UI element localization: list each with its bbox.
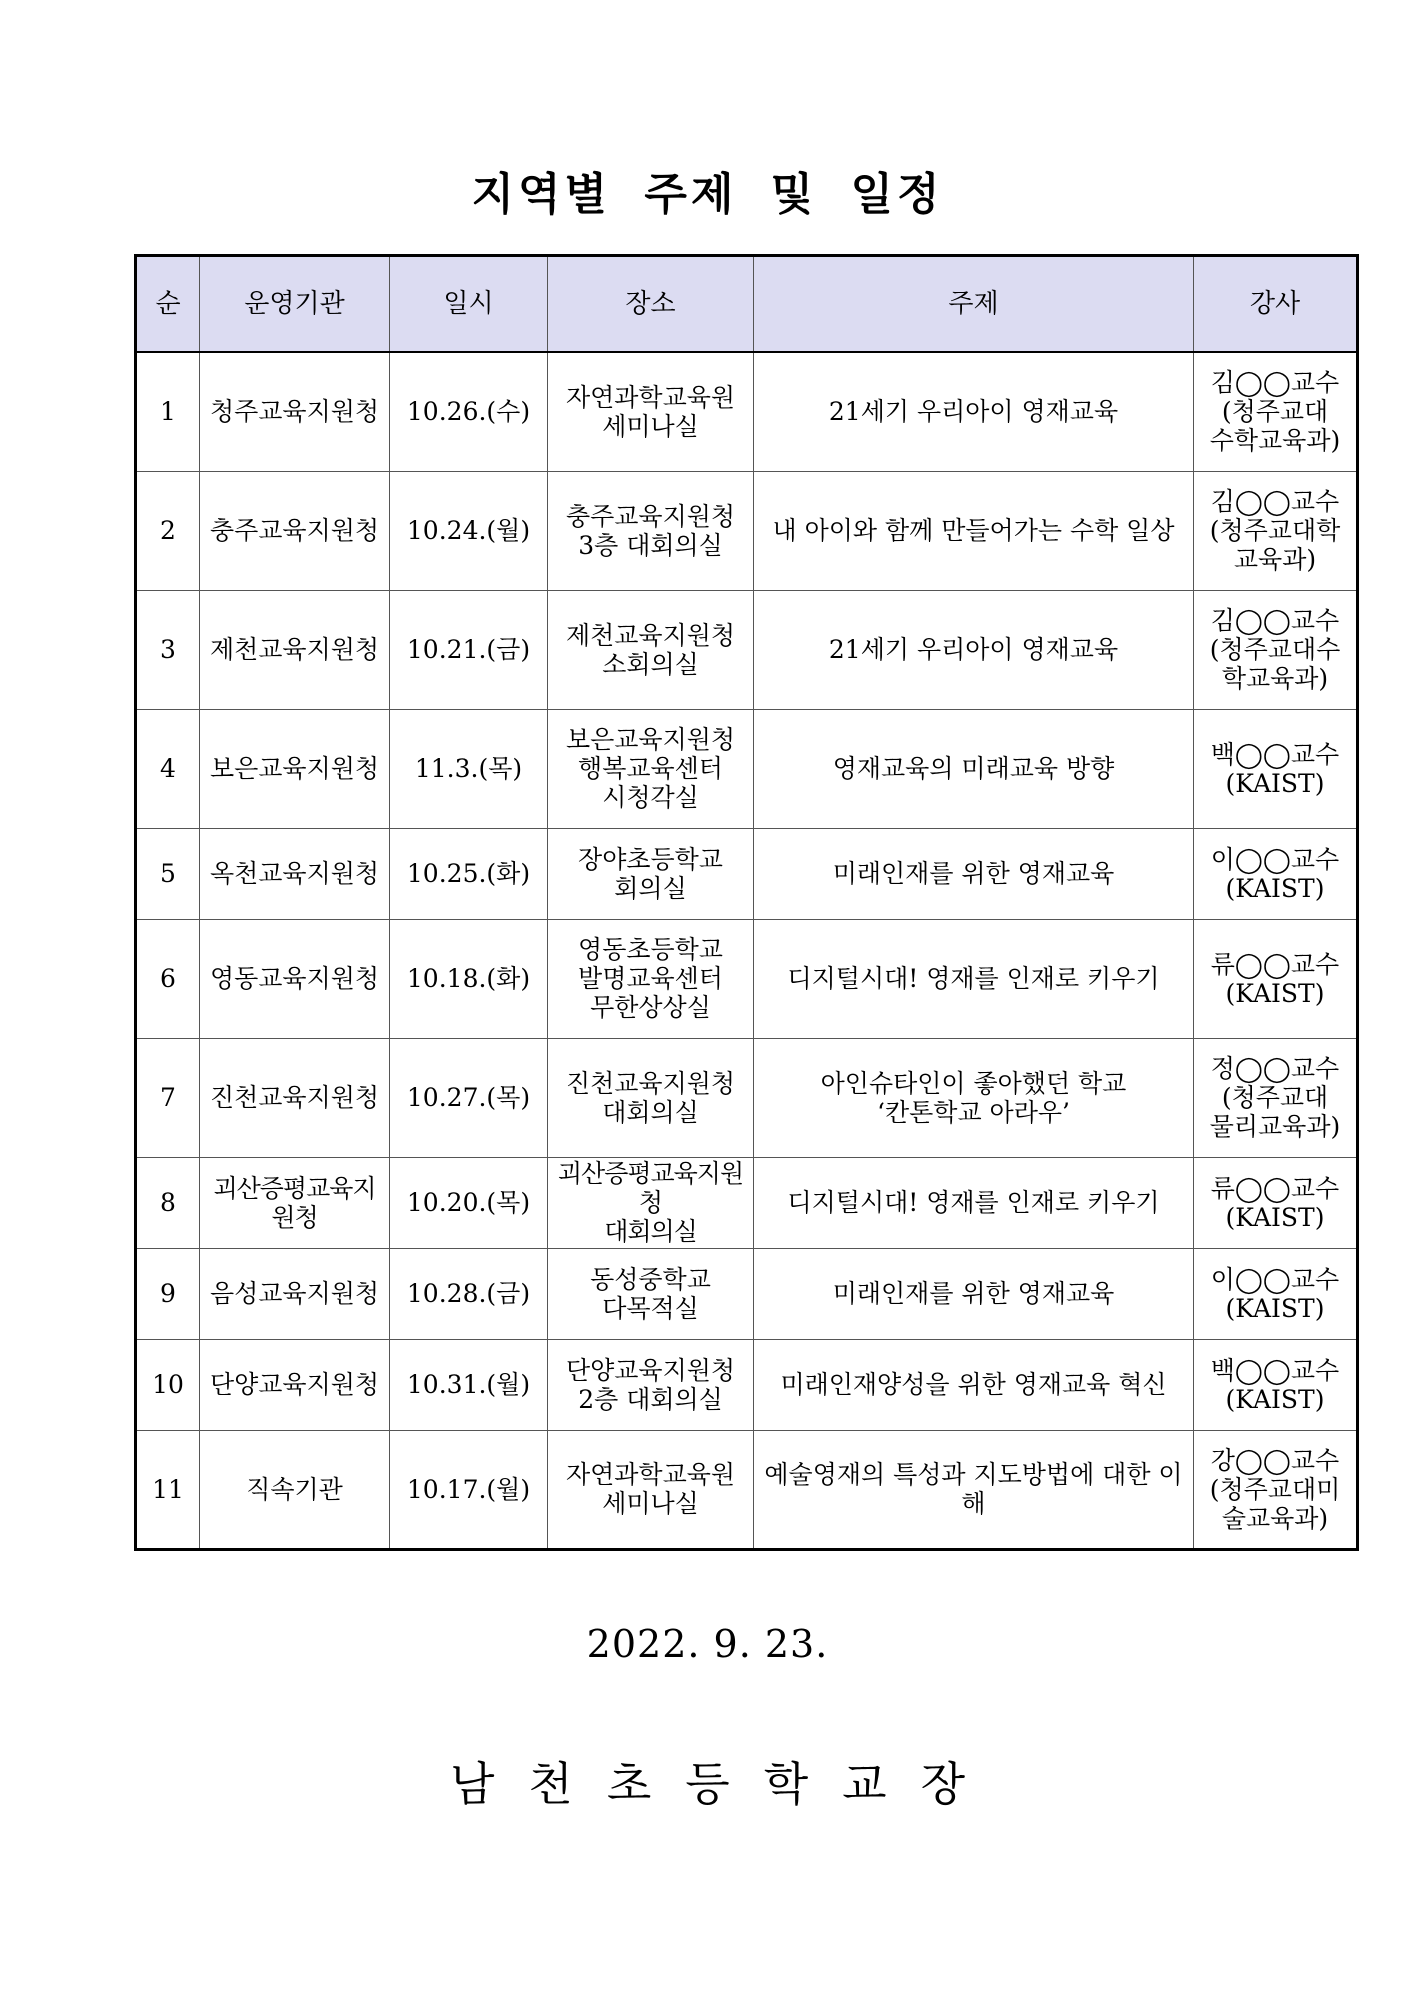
table-row [136, 1339, 1358, 1430]
cell-place-line: 진천교육지원청 [565, 1068, 736, 1098]
cell-topic-line: 디지털시대! 영재를 인재로 키우기 [787, 964, 1160, 993]
cell-place-line: 무한상상실 [590, 993, 711, 1022]
table-row [136, 919, 1358, 1038]
table-row [136, 709, 1358, 828]
table-row [136, 1157, 1358, 1248]
cell-topic-line: 미래인재양성을 위한 영재교육 혁신 [780, 1370, 1167, 1399]
cell-place-line: 회의실 [614, 873, 687, 903]
page-title: 지역별 주제 및 일정 [471, 169, 944, 220]
cell-place-line: 영동초등학교 [578, 935, 723, 964]
cell-lecturer [1194, 919, 1358, 1038]
cell-topic-line: 디지털시대! 영재를 인재로 키우기 [787, 1188, 1160, 1217]
cell-place [548, 1248, 754, 1339]
cell-place [548, 1157, 754, 1248]
header-lecturer: 강사 [1194, 256, 1358, 353]
header-no: 순 [136, 256, 200, 353]
cell-no: 1 [136, 352, 200, 471]
table-body [136, 352, 1358, 1549]
cell-date: 10.20.(목) [390, 1157, 548, 1248]
cell-lecturer [1194, 471, 1358, 590]
table-row [136, 590, 1358, 709]
cell-no: 10 [136, 1339, 200, 1430]
cell-no: 9 [136, 1248, 200, 1339]
cell-lecturer [1194, 590, 1358, 709]
cell-org: 청주교육지원청 [200, 352, 390, 471]
cell-topic-line: 미래인재를 위한 영재교육 [832, 1279, 1115, 1308]
cell-lecturer [1194, 1339, 1358, 1430]
cell-place-line: 행복교육센터 [578, 754, 723, 783]
cell-lecturer-line: 학교육과) [1221, 664, 1329, 693]
cell-topic [754, 709, 1194, 828]
cell-no: 11 [136, 1430, 200, 1549]
cell-lecturer-line: (KAIST) [1225, 1384, 1325, 1414]
cell-org: 직속기관 [200, 1430, 390, 1549]
cell-lecturer-line: 물리교육과) [1209, 1112, 1341, 1141]
cell-place-line: 발명교육센터 [578, 964, 723, 993]
cell-lecturer-line: 백◯◯교수 [1210, 739, 1340, 769]
cell-topic-line: 내 아이와 함께 만들어가는 수학 일상 [772, 516, 1175, 545]
cell-topic-line: 예술영재의 특성과 지도방법에 대한 이해 [764, 1460, 1183, 1518]
cell-no: 3 [136, 590, 200, 709]
header-topic: 주제 [754, 256, 1194, 353]
cell-place [548, 471, 754, 590]
table-row [136, 1038, 1358, 1157]
cell-org: 보은교육지원청 [200, 709, 390, 828]
table-row [136, 828, 1358, 919]
header-place: 장소 [548, 256, 754, 353]
cell-date: 10.26.(수) [390, 352, 548, 471]
cell-topic-line: 21세기 우리아이 영재교육 [828, 635, 1119, 664]
cell-place [548, 590, 754, 709]
table-row [136, 1430, 1358, 1549]
cell-topic-line: 미래인재를 위한 영재교육 [832, 859, 1115, 888]
cell-lecturer-line: (청주교대학 [1209, 516, 1341, 545]
cell-lecturer-line: (KAIST) [1225, 1202, 1325, 1232]
cell-no: 8 [136, 1157, 200, 1248]
cell-place-line: 세미나실 [602, 1489, 699, 1518]
cell-place-line: 3층 대회의실 [578, 530, 723, 560]
cell-lecturer [1194, 352, 1358, 471]
cell-lecturer-line: 이◯◯교수 [1210, 844, 1340, 874]
cell-topic-line: 아인슈타인이 좋아했던 학교 [820, 1068, 1127, 1098]
cell-lecturer-line: 류◯◯교수 [1210, 1173, 1340, 1203]
cell-lecturer-line: 김◯◯교수 [1210, 368, 1340, 398]
cell-place-line: 단양교육지원청 [565, 1355, 736, 1385]
cell-place-line: 충주교육지원청 [565, 501, 736, 531]
cell-date: 11.3.(목) [390, 709, 548, 828]
table-header-row [136, 256, 1358, 353]
cell-topic [754, 1157, 1194, 1248]
cell-place-line: 다목적실 [602, 1293, 699, 1323]
cell-lecturer-line: (KAIST) [1225, 768, 1325, 798]
cell-lecturer [1194, 1430, 1358, 1549]
cell-lecturer [1194, 1248, 1358, 1339]
cell-topic [754, 828, 1194, 919]
cell-org: 충주교육지원청 [200, 471, 390, 590]
cell-place [548, 709, 754, 828]
cell-no: 4 [136, 709, 200, 828]
cell-place [548, 1038, 754, 1157]
cell-place [548, 352, 754, 471]
cell-place [548, 1339, 754, 1430]
cell-lecturer [1194, 1038, 1358, 1157]
schedule-table [134, 254, 1359, 1551]
cell-lecturer-line: (KAIST) [1225, 978, 1325, 1008]
cell-topic-line: ‘칸톤학교 아라우’ [877, 1097, 1070, 1127]
cell-org: 단양교육지원청 [200, 1339, 390, 1430]
cell-lecturer-line: 정◯◯교수 [1210, 1054, 1340, 1083]
signer-name: 남천초등학교장 [449, 1757, 1000, 1811]
cell-place [548, 828, 754, 919]
cell-topic [754, 1339, 1194, 1430]
cell-place-line: 보은교육지원청 [565, 725, 736, 754]
cell-place-line: 2층 대회의실 [578, 1384, 723, 1414]
cell-lecturer-line: 김◯◯교수 [1210, 606, 1340, 635]
table-row [136, 471, 1358, 590]
cell-place-line: 자연과학교육원 [565, 382, 736, 412]
cell-date: 10.18.(화) [390, 919, 548, 1038]
cell-lecturer-line: (청주교대 [1221, 397, 1329, 427]
cell-place-line: 괴산증평교육지원청 [557, 1159, 744, 1217]
cell-place-line: 대회의실 [602, 1097, 699, 1127]
cell-date: 10.24.(월) [390, 471, 548, 590]
cell-date: 10.31.(월) [390, 1339, 548, 1430]
cell-topic [754, 919, 1194, 1038]
header-date: 일시 [390, 256, 548, 353]
cell-lecturer-line: 이◯◯교수 [1210, 1264, 1340, 1294]
cell-lecturer-line: 교육과) [1233, 545, 1317, 574]
cell-org: 옥천교육지원청 [200, 828, 390, 919]
cell-place-line: 소회의실 [602, 649, 699, 679]
document-date: 2022. 9. 23. [586, 1622, 829, 1666]
cell-lecturer-line: 김◯◯교수 [1210, 487, 1340, 516]
cell-org: 제천교육지원청 [200, 590, 390, 709]
cell-lecturer [1194, 828, 1358, 919]
cell-topic [754, 1038, 1194, 1157]
cell-date: 10.25.(화) [390, 828, 548, 919]
cell-org: 진천교육지원청 [200, 1038, 390, 1157]
cell-org: 괴산증평교육지원청 [200, 1157, 390, 1248]
cell-place-line: 세미나실 [602, 411, 699, 441]
header-org: 운영기관 [200, 256, 390, 353]
cell-place-line: 장야초등학교 [578, 844, 723, 874]
cell-topic-line: 21세기 우리아이 영재교육 [828, 397, 1119, 427]
cell-org: 영동교육지원청 [200, 919, 390, 1038]
cell-topic [754, 1248, 1194, 1339]
cell-date: 10.21.(금) [390, 590, 548, 709]
cell-date: 10.28.(금) [390, 1248, 548, 1339]
cell-lecturer-line: 류◯◯교수 [1210, 949, 1340, 979]
cell-topic [754, 1430, 1194, 1549]
cell-topic-line: 영재교육의 미래교육 방향 [832, 754, 1115, 783]
cell-lecturer [1194, 709, 1358, 828]
cell-place-line: 시청각실 [602, 783, 699, 812]
cell-place-line: 동성중학교 [590, 1264, 711, 1294]
cell-date: 10.27.(목) [390, 1038, 548, 1157]
cell-topic [754, 352, 1194, 471]
cell-date: 10.17.(월) [390, 1430, 548, 1549]
table-row [136, 352, 1358, 471]
cell-lecturer-line: 강◯◯교수 [1210, 1445, 1340, 1475]
cell-no: 5 [136, 828, 200, 919]
cell-lecturer [1194, 1157, 1358, 1248]
cell-lecturer-line: 백◯◯교수 [1210, 1355, 1340, 1385]
cell-lecturer-line: (KAIST) [1225, 873, 1325, 903]
cell-lecturer-line: (청주교대 [1221, 1083, 1329, 1112]
cell-no: 7 [136, 1038, 200, 1157]
cell-no: 2 [136, 471, 200, 590]
cell-lecturer-line: 수학교육과) [1209, 426, 1341, 456]
cell-lecturer-line: 술교육과) [1221, 1503, 1329, 1533]
cell-lecturer-line: (청주교대수 [1209, 635, 1341, 664]
cell-place-line: 자연과학교육원 [565, 1460, 736, 1489]
cell-topic [754, 590, 1194, 709]
cell-place-line: 대회의실 [604, 1217, 697, 1246]
cell-place [548, 919, 754, 1038]
cell-lecturer-line: (청주교대미 [1209, 1474, 1341, 1504]
cell-lecturer-line: (KAIST) [1225, 1293, 1325, 1323]
cell-place-line: 제천교육지원청 [565, 620, 736, 650]
cell-no: 6 [136, 919, 200, 1038]
table-row [136, 1248, 1358, 1339]
cell-org: 음성교육지원청 [200, 1248, 390, 1339]
cell-topic [754, 471, 1194, 590]
cell-place [548, 1430, 754, 1549]
